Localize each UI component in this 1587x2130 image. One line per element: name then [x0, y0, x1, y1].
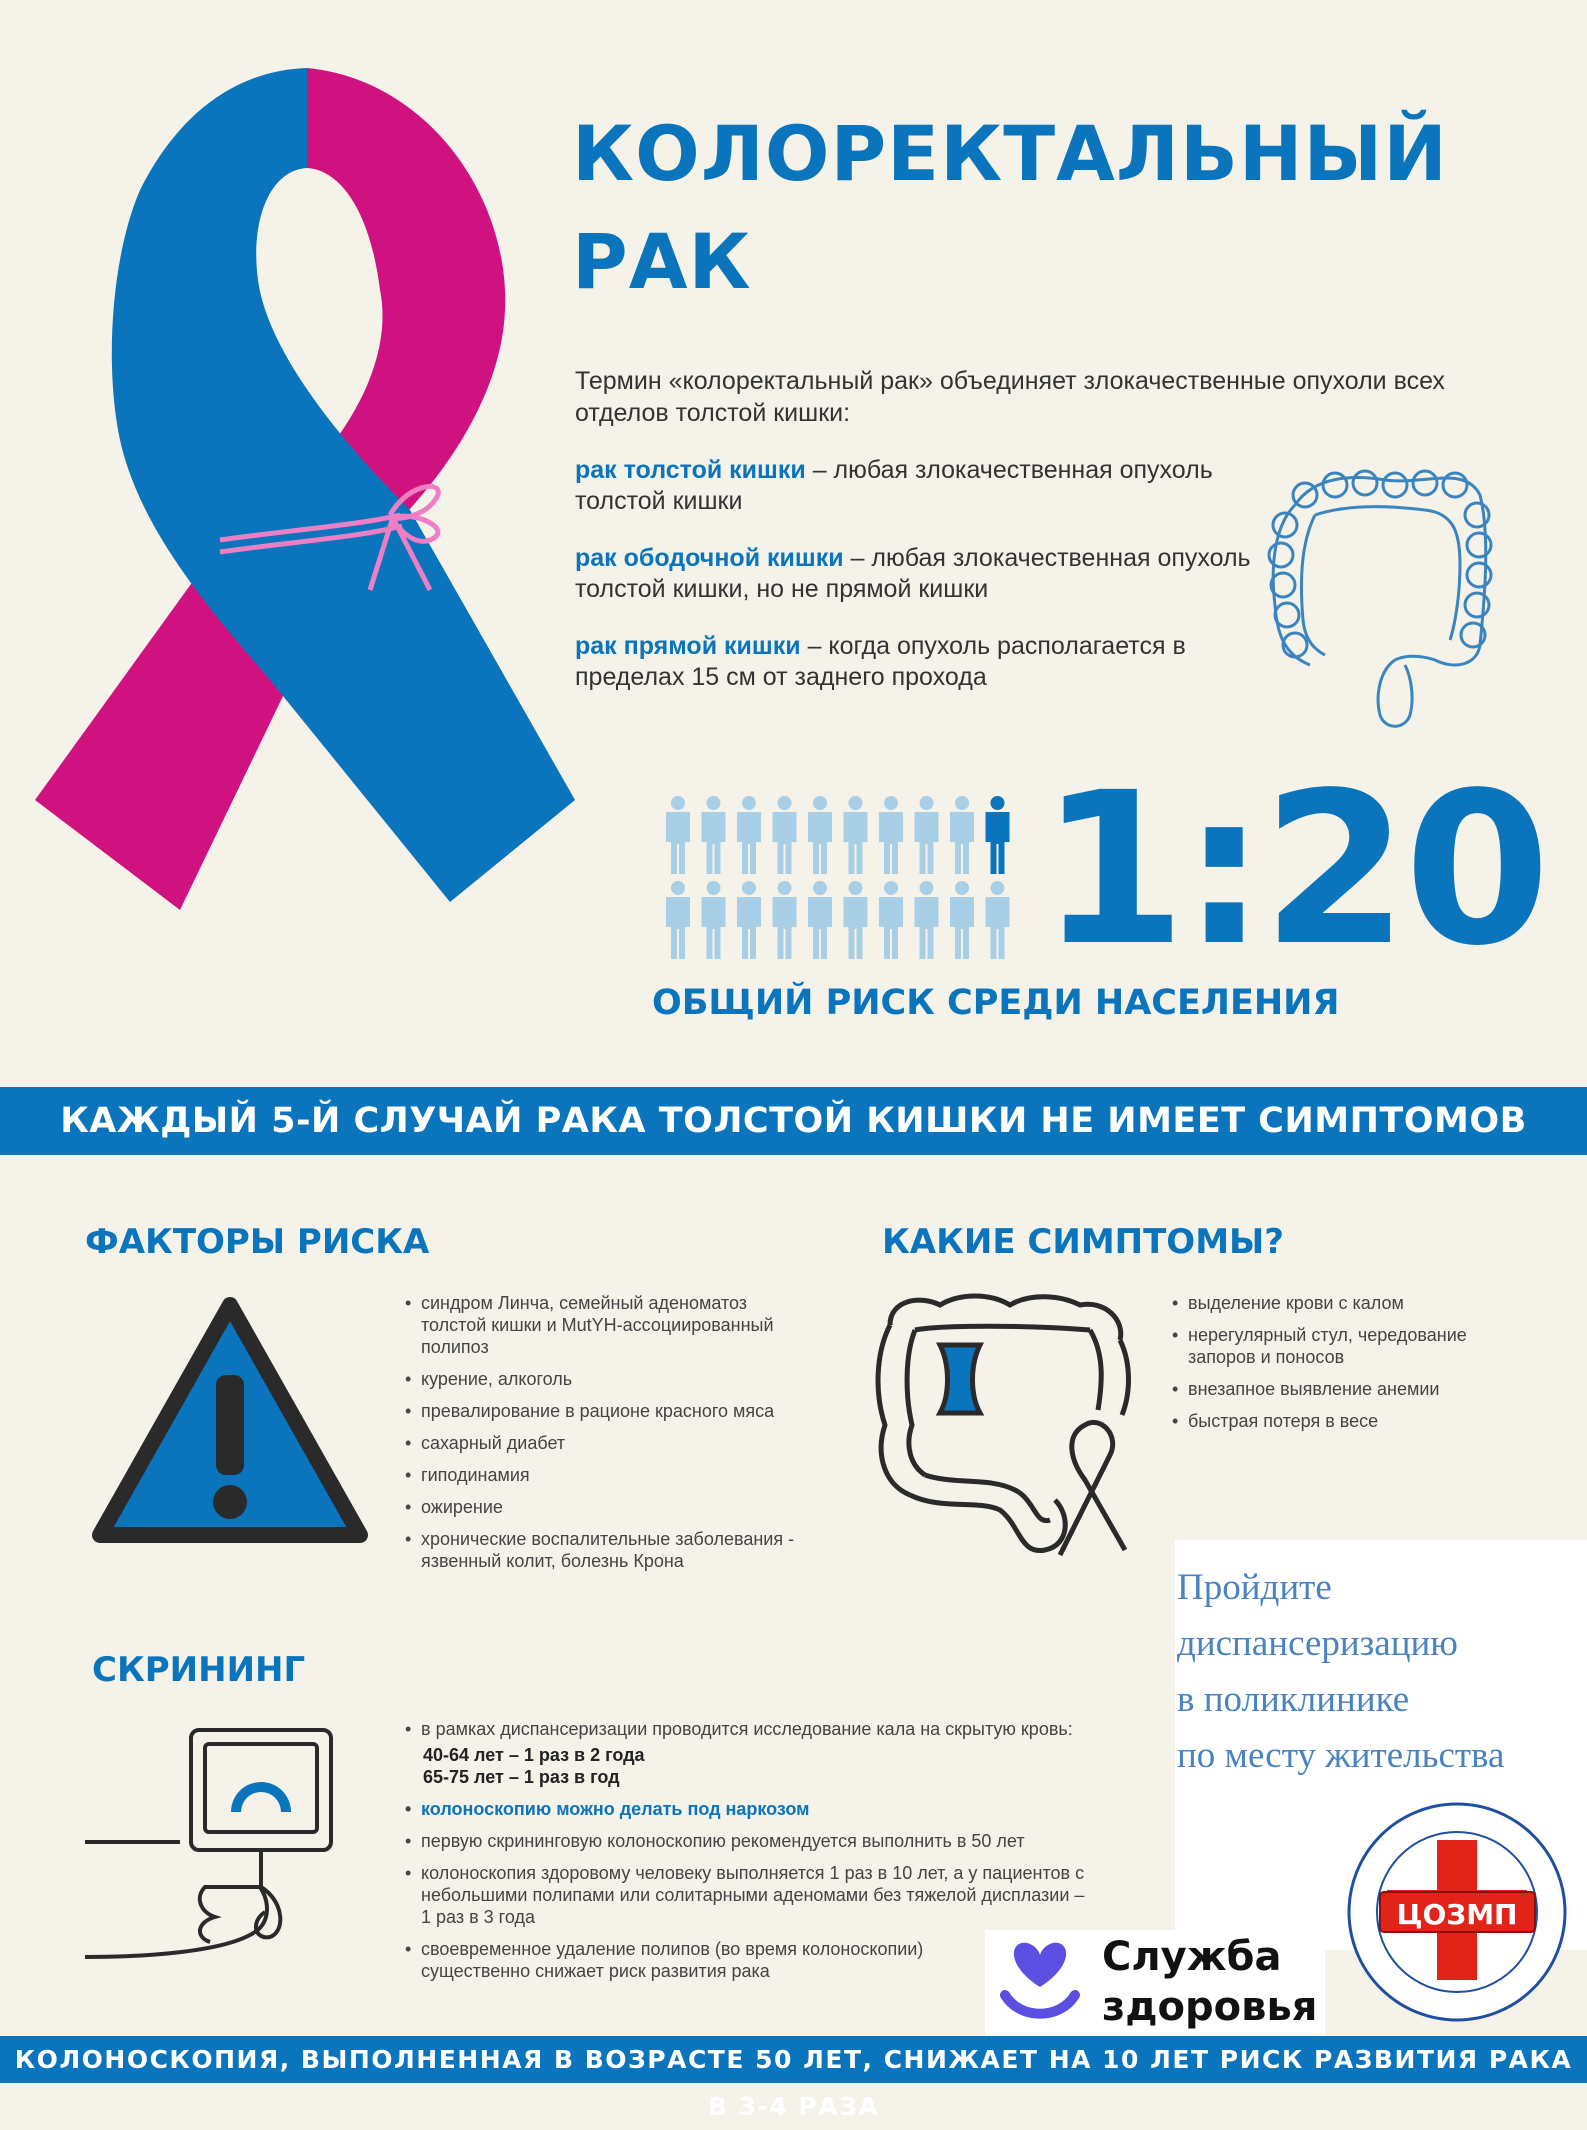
list-item: • ожирение — [405, 1496, 805, 1518]
risk-factors-list — [405, 1292, 805, 1582]
person-icon — [844, 881, 868, 959]
warning-triangle-icon — [85, 1290, 375, 1555]
person-icon — [879, 796, 903, 874]
person-icon — [808, 796, 832, 874]
person-icon — [666, 881, 690, 959]
list-item: • внезапное выявление анемии — [1172, 1378, 1522, 1400]
person-icon — [986, 881, 1010, 959]
asymptomatic-banner: КАЖДЫЙ 5-Й СЛУЧАЙ РАКА ТОЛСТОЙ КИШКИ НЕ ИМЕЕТ СИМПТОМОВ — [0, 1087, 1587, 1155]
person-icon — [702, 881, 726, 959]
person-icon — [737, 881, 761, 959]
brand-line: Служба — [1102, 1934, 1282, 1980]
definition-text: – когда опухоль располагается в пределах 15 см от заднего прохода — [575, 632, 1186, 691]
risk-factors-heading: ФАКТОРЫ РИСКА — [85, 1222, 430, 1262]
heart-logo-icon — [995, 1935, 1085, 2027]
promo-line: в поликлинике — [1177, 1679, 1410, 1720]
list-item: • первую скрининговую колоноскопию рекомендуется выполнить в 50 лет — [405, 1830, 1185, 1852]
person-icon — [915, 881, 939, 959]
person-icon — [773, 881, 797, 959]
intro-text: Термин «колоректальный рак» объединяет злокачественные опухоли всех отделов толстой кишки: — [575, 367, 1445, 427]
definition-term: рак толстой кишки — [575, 456, 806, 484]
list-item: • сахарный диабет — [405, 1432, 805, 1454]
definition-rectal-cancer — [575, 631, 1255, 693]
brand-line: здоровья — [1102, 1984, 1318, 2030]
screening-sub-item: 65-75 лет – 1 раз в год — [423, 1767, 620, 1787]
list-item: • колоноскопия здоровому человеку выполняется 1 раз в 10 лет, а у пациентов с небольшими полипами или солитарными аденомами без тяжелой дисплазии – 1 раз в 3 года — [405, 1862, 1085, 1928]
awareness-ribbon-icon — [30, 60, 590, 910]
person-icon — [773, 796, 797, 874]
symptoms-heading: КАКИЕ СИМПТОМЫ? — [882, 1222, 1284, 1262]
list-item: • нерегулярный стул, чередование запоров и поносов — [1172, 1324, 1522, 1368]
people-ratio-grid — [660, 792, 1020, 962]
list-item: • синдром Линча, семейный аденоматоз толстой кишки и MutYH-ассоциированный полипоз — [405, 1292, 805, 1358]
colon-ribbon-icon — [870, 1285, 1150, 1560]
person-icon — [950, 796, 974, 874]
colon-illustration-icon — [1255, 455, 1495, 735]
person-icon — [950, 881, 974, 959]
list-item: • курение, алкоголь — [405, 1368, 805, 1390]
risk-ratio-caption: ОБЩИЙ РИСК СРЕДИ НАСЕЛЕНИЯ — [652, 983, 1340, 1023]
screening-item-text: в рамках диспансеризации проводится исследование кала на скрытую кровь: — [421, 1719, 1073, 1739]
person-icon — [666, 796, 690, 874]
screening-heading: СКРИНИНГ — [92, 1650, 306, 1690]
brand-name — [1102, 1932, 1317, 2032]
definition-colonic-cancer — [575, 543, 1255, 605]
czmp-seal-logo — [1345, 1800, 1570, 2025]
definition-term: рак прямой кишки — [575, 632, 801, 660]
colonoscope-monitor-icon — [85, 1722, 385, 1967]
person-icon-highlighted — [986, 796, 1010, 874]
screening-sub-item: 40-64 лет – 1 раз в 2 года — [423, 1745, 645, 1765]
promo-line: Пройдите — [1177, 1567, 1332, 1608]
list-item: • гиподинамия — [405, 1464, 805, 1486]
footer-banner: КОЛОНОСКОПИЯ, ВЫПОЛНЕННАЯ В ВОЗРАСТЕ 50 ЛЕТ, СНИЖАЕТ НА 10 ЛЕТ РИСК РАЗВИТИЯ РАКА В 3-4 РАЗА — [0, 2036, 1587, 2083]
list-item: • колоноскопию можно делать под наркозом — [405, 1798, 1185, 1820]
list-item: • своевременное удаление полипов (во время колоноскопии) существенно снижает риск развития рака — [405, 1938, 985, 1982]
seal-center-text: ЦОЗМП — [1396, 1898, 1518, 1931]
person-icon — [737, 796, 761, 874]
title-line-1: КОЛОРЕКТАЛЬНЫЙ — [572, 109, 1448, 198]
list-item: • хронические воспалительные заболевания - язвенный колит, болезнь Крона — [405, 1528, 805, 1572]
list-item — [405, 1718, 1185, 1788]
promo-line: по месту жительства — [1177, 1735, 1505, 1776]
list-item: • превалирование в рационе красного мяса — [405, 1400, 805, 1422]
list-item: • выделение крови с калом — [1172, 1292, 1522, 1314]
symptoms-list — [1172, 1292, 1522, 1442]
promo-text — [1177, 1560, 1504, 1784]
definition-term: рак ободочной кишки — [575, 544, 844, 572]
page-title — [572, 100, 1448, 316]
person-icon — [702, 796, 726, 874]
definition-text: – любая злокачественная опухоль толстой кишки — [575, 456, 1213, 515]
person-icon — [844, 796, 868, 874]
definition-colon-cancer — [575, 455, 1255, 517]
person-icon — [808, 881, 832, 959]
person-icon — [879, 881, 903, 959]
promo-line: диспансеризацию — [1177, 1623, 1458, 1664]
risk-ratio-value: 1:20 — [1040, 747, 1547, 992]
title-line-2: РАК — [572, 217, 752, 306]
definition-text: – любая злокачественная опухоль толстой кишки, но не прямой кишки — [575, 544, 1251, 603]
list-item: • быстрая потеря в весе — [1172, 1410, 1522, 1432]
person-icon — [915, 796, 939, 874]
